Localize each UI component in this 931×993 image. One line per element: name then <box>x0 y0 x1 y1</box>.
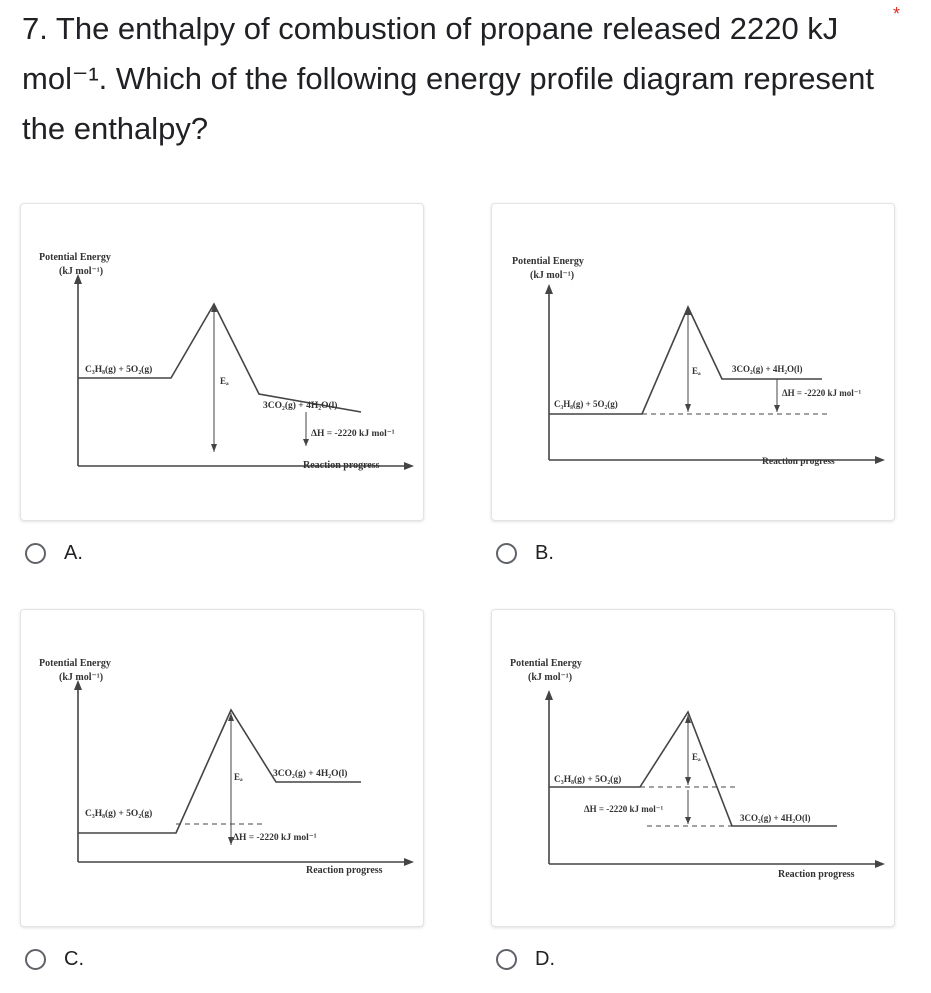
delta-h-label: ΔH = -2220 kJ mol⁻¹ <box>311 429 395 439</box>
y-axis-label: Potential Energy <box>39 252 111 263</box>
delta-h-label: ΔH = -2220 kJ mol⁻¹ <box>782 388 862 398</box>
y-axis-unit: (kJ mol⁻¹) <box>528 672 573 683</box>
radio-c[interactable] <box>25 949 46 970</box>
energy-diagram-d <box>492 610 894 926</box>
radio-a[interactable] <box>25 543 46 564</box>
option-label: B. <box>535 542 554 564</box>
y-axis-unit: (kJ mol⁻¹) <box>530 270 575 281</box>
x-axis-label: Reaction progress <box>306 865 383 876</box>
radio-b[interactable] <box>496 543 517 564</box>
option-c[interactable] <box>25 948 84 971</box>
y-axis-unit: (kJ mol⁻¹) <box>59 672 104 683</box>
question-text: 7. The enthalpy of combustion of propane released 2220 kJ mol⁻¹. Which of the following energy profile diagram represent the enthalpy? <box>22 11 875 146</box>
diagram-card-a <box>20 203 424 521</box>
option-label: A. <box>64 542 83 564</box>
x-axis-label: Reaction progress <box>762 457 835 467</box>
reactants-label: C₃H₈(g) + 5O₂(g) <box>85 365 153 375</box>
activation-label: Eₐ <box>692 752 701 762</box>
delta-h-label: ΔH = -2220 kJ mol⁻¹ <box>584 804 664 814</box>
y-axis-label: Potential Energy <box>39 658 111 669</box>
option-b[interactable] <box>496 542 554 565</box>
x-axis-label: Reaction progress <box>303 460 380 471</box>
activation-label: Eₐ <box>692 366 701 376</box>
energy-diagram-c <box>21 610 423 926</box>
y-axis-label: Potential Energy <box>512 256 584 267</box>
products-label: 3CO₂(g) + 4H₂O(l) <box>273 769 348 779</box>
x-axis-label: Reaction progress <box>778 869 855 880</box>
products-label: 3CO₂(g) + 4H₂O(l) <box>263 401 338 411</box>
reactants-label: C₃H₈(g) + 5O₂(g) <box>554 775 622 785</box>
option-d[interactable] <box>496 948 555 971</box>
diagram-card-d <box>491 609 895 927</box>
radio-d[interactable] <box>496 949 517 970</box>
option-label: D. <box>535 948 555 970</box>
delta-h-label: ΔH = -2220 kJ mol⁻¹ <box>233 833 317 843</box>
products-label: 3CO₂(g) + 4H₂O(l) <box>732 364 803 374</box>
y-axis-label: Potential Energy <box>510 658 582 669</box>
energy-diagram-b <box>492 204 894 520</box>
option-a[interactable] <box>25 542 83 565</box>
energy-diagram-a <box>21 204 423 520</box>
activation-label: Eₐ <box>234 772 243 782</box>
reactants-label: C₃H₈(g) + 5O₂(g) <box>85 809 153 819</box>
diagram-card-c <box>20 609 424 927</box>
diagram-card-b <box>491 203 895 521</box>
products-label: 3CO₂(g) + 4H₂O(l) <box>740 813 811 823</box>
activation-label: Eₐ <box>220 376 229 386</box>
option-label: C. <box>64 948 84 970</box>
y-axis-unit: (kJ mol⁻¹) <box>59 266 104 277</box>
reactants-label: C₃H₈(g) + 5O₂(g) <box>554 399 618 409</box>
required-marker: * <box>893 4 901 24</box>
